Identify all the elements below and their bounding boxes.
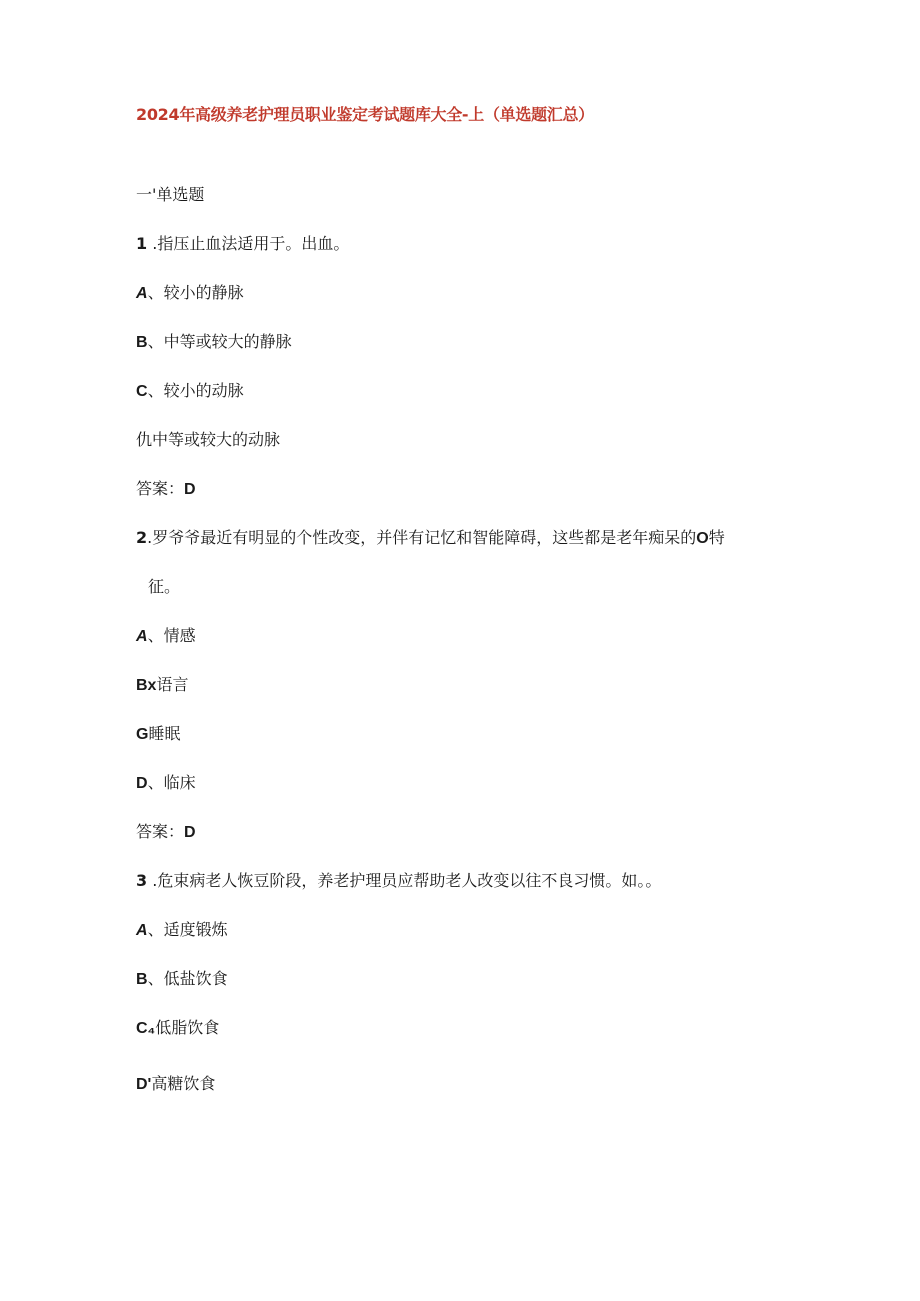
question-3-option-a [136,920,228,941]
answer-value: D [184,481,196,498]
option-text: 语言 [156,675,189,694]
question-3-option-d [136,1074,215,1095]
option-label: B [136,971,148,988]
option-label: C [136,383,148,400]
question-2-option-d [136,773,196,794]
question-3-text: .危束病老人恢豆阶段，养老护理员应帮助老人改变以往不良习惯。如。。 [147,871,662,890]
question-2-option-a [136,626,196,647]
option-label: A [136,285,148,302]
option-text: 睡眠 [148,724,181,743]
question-2-text-end: 特 [708,528,725,547]
option-text: 、较小的静脉 [147,283,244,302]
option-text: 、情感 [147,626,196,645]
question-2-blank: O [696,530,709,547]
question-1-option-d: 仇中等或较大的动脉 [136,430,281,449]
question-1-text: .指压止血法适用于。出血。 [147,234,350,253]
option-label: D' [136,1076,152,1093]
option-label: A [136,628,148,645]
question-1-option-b [136,332,292,353]
question-3-stem [136,871,661,891]
question-2-option-c [136,724,180,745]
question-1-answer [136,479,196,500]
answer-value: D [184,824,196,841]
question-3-option-b [136,969,228,990]
option-text: 低脂饮食 [155,1018,220,1037]
question-2-stem-line-1 [136,528,725,549]
answer-label: 答案： [136,479,185,498]
option-text: 、低盐饮食 [147,969,228,988]
option-label: B [136,334,148,351]
question-2-answer [136,822,196,843]
question-2-number: 2 [136,528,148,547]
section-heading: 一'单选题 [136,185,205,204]
option-text: 、适度锻炼 [147,920,228,939]
option-label: A [136,922,148,939]
document-title: 2024年高级养老护理员职业鉴定考试题库大全-上（单选题汇总） [136,105,594,124]
question-3-option-c [136,1018,219,1039]
answer-label: 答案： [136,822,185,841]
option-text: 、临床 [147,773,196,792]
question-2-option-b [136,675,188,696]
question-1-option-a [136,283,244,304]
option-text: 、中等或较大的静脉 [147,332,292,351]
option-label: C₄ [136,1020,156,1037]
question-3-number: 3 [136,871,148,890]
option-text: 、较小的动脉 [147,381,244,400]
option-label: D [136,775,148,792]
option-text: 高糖饮食 [151,1074,216,1093]
question-1-stem [136,234,349,254]
question-2-text: .罗爷爷最近有明显的个性改变，并伴有记忆和智能障碍，这些都是老年痴呆的 [147,528,697,547]
option-label: G [136,726,149,743]
question-1-number: 1 [136,234,148,253]
option-label: Bx [136,677,157,694]
question-2-stem-line-2: 征。 [148,577,181,596]
question-1-option-c [136,381,244,402]
